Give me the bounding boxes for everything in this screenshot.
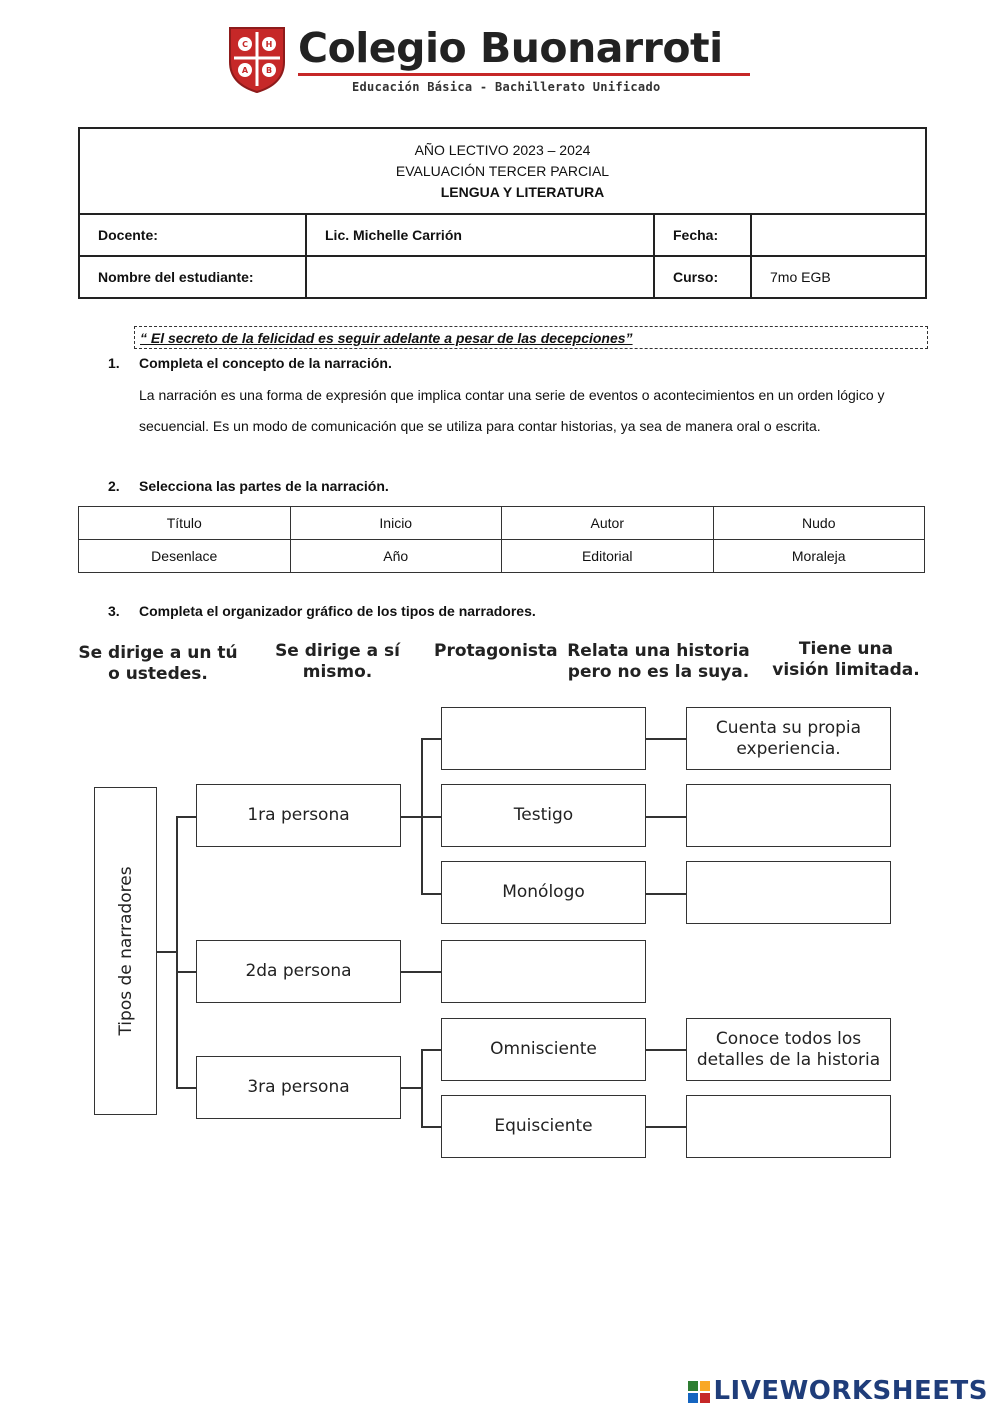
knows-all-label: Conoce todos los detalles de la historia (696, 1028, 881, 1070)
own-experience-box (686, 707, 891, 770)
connector (421, 1049, 423, 1126)
diagram-root-box (94, 787, 157, 1115)
drop-zone[interactable] (441, 707, 646, 770)
omniscient-label: Omnisciente (490, 1039, 597, 1059)
student-name-field[interactable] (306, 256, 654, 298)
connector (401, 971, 441, 973)
exam-header-cell (79, 128, 926, 214)
option-cell[interactable]: Moraleja (713, 540, 925, 573)
witness-label: Testigo (513, 805, 574, 825)
docente-value: Lic. Michelle Carrión (306, 214, 654, 256)
connector (401, 1087, 421, 1089)
student-name-label: Nombre del estudiante: (79, 256, 306, 298)
logo-letter: C (242, 40, 248, 49)
drop-zone[interactable] (686, 861, 891, 924)
narration-parts-table (78, 506, 925, 573)
logo-letter: H (265, 40, 273, 49)
option-cell[interactable]: Título (79, 507, 291, 540)
connector (421, 1049, 441, 1051)
connector (421, 1126, 441, 1128)
connector (176, 816, 178, 1088)
question-3-number: 3. (108, 603, 120, 619)
school-subtitle: Educación Básica - Bachillerato Unificado (352, 80, 661, 94)
fecha-field[interactable] (751, 214, 926, 256)
question-2-title: Selecciona las partes de la narración. (139, 478, 389, 494)
question-1-title: Completa el concepto de la narración. (139, 355, 392, 371)
logo-letter: A (241, 66, 249, 75)
connector (646, 738, 686, 740)
third-person-box (196, 1056, 401, 1119)
liveworksheets-brand: LIVEWORKSHEETS (713, 1376, 988, 1406)
curso-label: Curso: (654, 256, 751, 298)
first-person-label: 1ra persona (247, 805, 350, 825)
docente-label: Docente: (79, 214, 306, 256)
connector (646, 1126, 686, 1128)
witness-box (441, 784, 646, 847)
connector (176, 1087, 196, 1089)
connector (176, 971, 196, 973)
drag-option[interactable]: Se dirige a sí mismo. (275, 641, 400, 682)
connector (646, 893, 686, 895)
connector (646, 816, 686, 818)
drag-option[interactable]: Se dirige a un tú o ustedes. (78, 643, 238, 684)
own-experience-label: Cuenta su propia experiencia. (715, 717, 862, 759)
connector (157, 951, 176, 953)
drop-zone[interactable] (686, 1095, 891, 1158)
monologue-box (441, 861, 646, 924)
equiscient-box (441, 1095, 646, 1158)
connector (421, 893, 441, 895)
school-name: Colegio Buonarroti (298, 24, 723, 72)
school-year: AÑO LECTIVO 2023 – 2024 (414, 141, 591, 158)
second-person-box (196, 940, 401, 1003)
option-cell[interactable]: Año (290, 540, 502, 573)
option-cell[interactable]: Inicio (290, 507, 502, 540)
drop-zone[interactable] (686, 784, 891, 847)
first-person-box (196, 784, 401, 847)
connector (401, 816, 421, 818)
option-cell[interactable]: Desenlace (79, 540, 291, 573)
question-1-paragraph: La narración es una forma de expresión que implica contar una serie de eventos o acontecimientos en un orden lógico y secuencial. Es un modo de comunicación que se utiliza para contar historias, ya sea de manera oral o escrita. (139, 387, 885, 434)
omniscient-box (441, 1018, 646, 1081)
drag-option[interactable]: Protagonista (434, 641, 558, 661)
fecha-label: Fecha: (654, 214, 751, 256)
option-cell[interactable]: Nudo (713, 507, 925, 540)
liveworksheets-logo (687, 1376, 988, 1406)
logo-letter: B (265, 66, 273, 75)
motivational-quote: “ El secreto de la felicidad es seguir adelante a pesar de las decepciones” (134, 326, 928, 349)
school-name-underline (298, 73, 750, 76)
question-3-title: Completa el organizador gráfico de los tipos de narradores. (139, 603, 536, 619)
second-person-label: 2da persona (245, 961, 352, 981)
exam-info-table (78, 127, 927, 299)
school-shield-logo (226, 22, 288, 94)
connector (176, 816, 196, 818)
exam-name: EVALUACIÓN TERCER PARCIAL (395, 162, 610, 179)
question-1-number: 1. (108, 355, 120, 371)
connector (646, 1049, 686, 1051)
connector (421, 816, 441, 818)
option-cell[interactable]: Autor (502, 507, 714, 540)
monologue-label: Monólogo (502, 882, 585, 902)
equiscient-label: Equisciente (494, 1116, 593, 1136)
liveworksheets-icon (687, 1380, 711, 1404)
question-2-number: 2. (108, 478, 120, 494)
drop-zone[interactable] (441, 940, 646, 1003)
diagram-root-label: Tipos de narradores (115, 866, 136, 1036)
subject-name: LENGUA Y LITERATURA (440, 183, 605, 200)
option-cell[interactable]: Editorial (502, 540, 714, 573)
third-person-label: 3ra persona (247, 1077, 350, 1097)
drag-option[interactable]: Relata una historia pero no es la suya. (567, 641, 750, 682)
knows-all-box (686, 1018, 891, 1081)
connector (421, 738, 441, 740)
curso-value: 7mo EGB (751, 256, 926, 298)
drag-option[interactable]: Tiene una visión limitada. (772, 639, 920, 680)
